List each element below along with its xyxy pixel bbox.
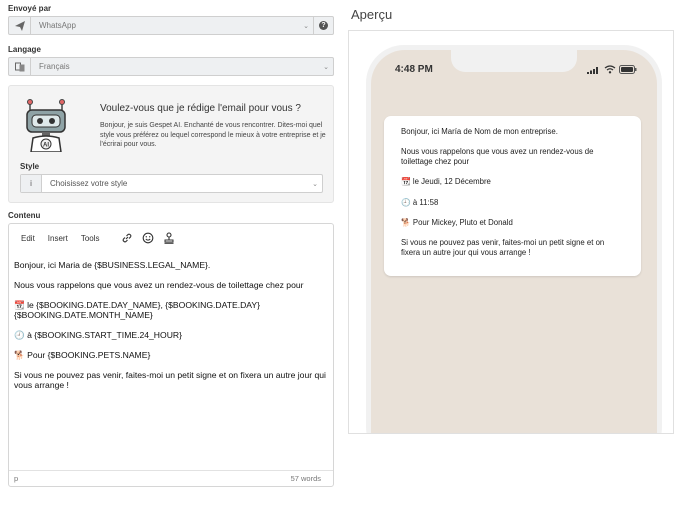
sender-label: Envoyé par (8, 4, 52, 13)
element-path[interactable]: p (14, 474, 19, 483)
preview-line: Bonjour, ici María de Nom de mon entreprise. (401, 127, 558, 136)
content-line: 🐕 Pour {$BOOKING.PETS.NAME} (14, 350, 151, 360)
wifi-icon (604, 65, 616, 74)
menu-edit[interactable]: Edit (21, 233, 35, 243)
message-bubble (384, 116, 641, 276)
send-icon (9, 17, 31, 34)
phone-notch (451, 50, 577, 72)
language-icon (9, 58, 31, 75)
chevron-down-icon: ⌄ (312, 180, 318, 188)
info-icon: i (21, 175, 42, 192)
ai-title: Voulez-vous que je rédige l'email pour vous ? (100, 103, 301, 114)
robot-badge: AI (43, 142, 49, 149)
preview-line: 🕘 à 11:58 (401, 197, 439, 207)
preview-line: Nous vous rappelons que vous avez un rendez-vous de toilettage chez pour (401, 147, 594, 167)
battery-icon (619, 65, 637, 74)
link-icon[interactable] (121, 232, 133, 244)
signal-icon (587, 66, 601, 74)
chevron-down-icon: ⌄ (323, 63, 329, 71)
content-line: Bonjour, ici Maria de {$BUSINESS.LEGAL_NAME}. (14, 260, 211, 270)
content-line: Si vous ne pouvez pas venir, faites-moi un petit signe et on fixera un autre jour qui vous arrange ! (14, 370, 326, 390)
sender-select[interactable] (8, 16, 334, 35)
style-select[interactable] (20, 174, 323, 193)
content-label: Contenu (8, 211, 41, 220)
preview-title: Aperçu (351, 7, 393, 22)
editor-statusbar (9, 470, 333, 486)
content-line: 🕘 à {$BOOKING.START_TIME.24_HOUR} (14, 330, 182, 340)
emoji-icon[interactable] (142, 232, 154, 244)
preview-line: 🐕 Pour Mickey, Pluto et Donald (401, 217, 513, 227)
preview-line: Si vous ne pouvez pas venir, faites-moi un petit signe et on fixera un autre jour qui vous arrange ! (401, 238, 605, 258)
editor-content[interactable] (14, 260, 330, 400)
menu-insert[interactable]: Insert (47, 233, 68, 243)
status-time: 4:48 PM (395, 64, 433, 75)
content-line: Nous vous rappelons que vous avez un rendez-vous de toilettage chez pour (14, 280, 304, 290)
language-select[interactable] (8, 57, 334, 76)
rich-text-editor[interactable] (8, 223, 334, 487)
menu-tools[interactable]: Tools (80, 233, 100, 243)
status-icons (587, 65, 637, 74)
sender-value: WhatsApp (39, 21, 76, 30)
content-line: 📆 le {$BOOKING.DATE.DAY_NAME}, {$BOOKING.DATE.DAY} {$BOOKING.DATE.MONTH_NAME} (14, 300, 260, 320)
style-value: Choisissez votre style (50, 179, 128, 188)
help-icon: ? (319, 21, 328, 30)
phone-screen (371, 50, 657, 434)
preview-line: 📆 le Jeudi, 12 Décembre (401, 177, 491, 187)
stamp-icon[interactable] (163, 232, 175, 244)
language-label: Langage (8, 45, 41, 54)
word-count: 57 words (290, 474, 321, 483)
preview-panel (348, 30, 674, 434)
phone-frame (366, 45, 662, 434)
ai-description: Bonjour, je suis Gespet AI. Enchanté de vous rencontrer. Dites-moi quel style vous préférez ou lequel correspond le mieux à votre entreprise et je l'écrirai pour vous. (100, 122, 326, 148)
editor-menubar (9, 224, 333, 252)
language-value: Français (39, 62, 70, 71)
robot-icon (21, 96, 71, 152)
ai-assistant-panel (8, 85, 334, 203)
chevron-down-icon: ⌄ (303, 22, 309, 30)
style-label: Style (20, 162, 40, 171)
help-button[interactable] (313, 17, 333, 34)
